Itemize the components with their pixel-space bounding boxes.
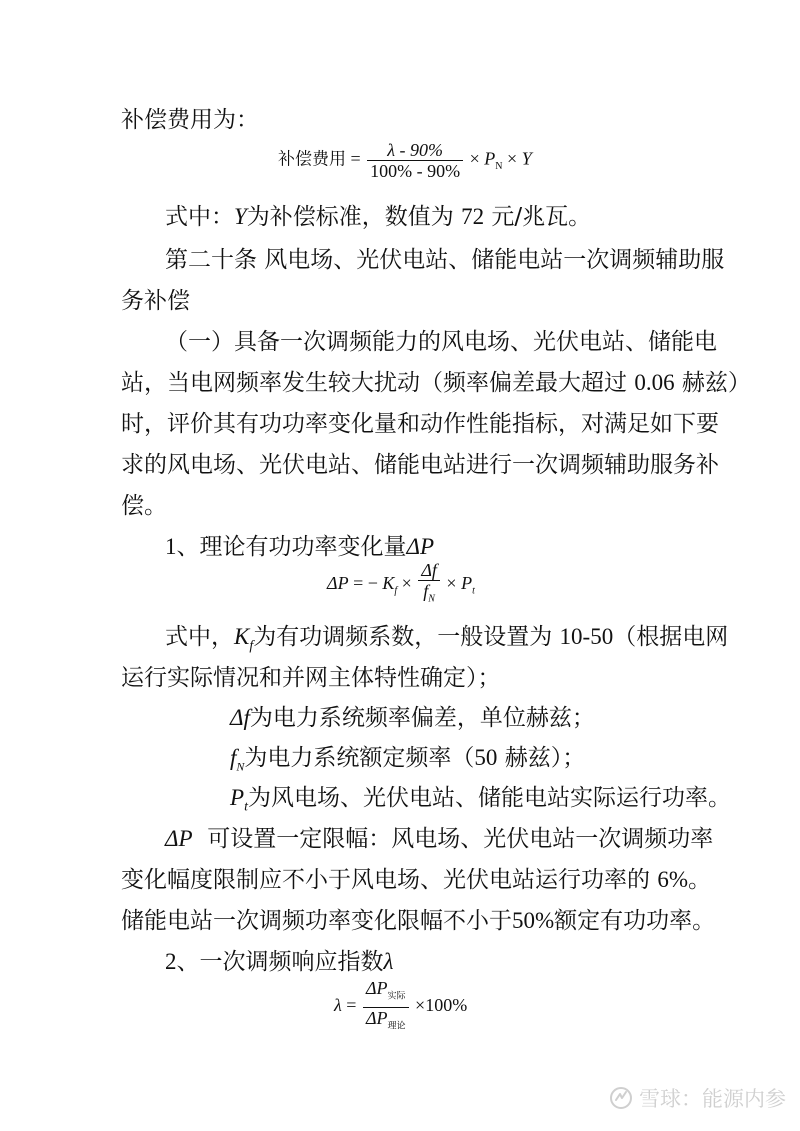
paragraph-line: [121, 905, 715, 937]
text: 为有功调频系数，一般设置为: [253, 624, 553, 650]
text: （根据电网: [613, 624, 729, 650]
text: 。: [687, 867, 711, 893]
formula-response-index: [334, 978, 467, 1036]
formula-lhs: 补偿费用: [278, 149, 346, 170]
text: 运行实际情况和并网主体特性确定）；: [121, 665, 501, 691]
value-50-percent: 50%: [512, 908, 555, 933]
sub-f: f: [394, 585, 398, 597]
times-symbol: ×: [507, 148, 518, 169]
var-p: P: [461, 572, 473, 593]
text: 为电力系统额定频率（: [244, 745, 475, 771]
text: 式中，: [165, 624, 234, 650]
fraction-numerator: Δf: [421, 560, 437, 580]
text: 为风电场、光伏电站、储能电站实际运行功率。: [247, 785, 731, 811]
value-50: 50: [474, 745, 498, 770]
text: 可设置一定限幅：风电场、光伏电站一次调频功率: [207, 826, 714, 852]
paragraph-line: [121, 367, 751, 399]
definition-line: [230, 782, 731, 824]
times-symbol: ×: [415, 995, 426, 1016]
paragraph-line: [121, 285, 190, 317]
paragraph-line: [165, 326, 717, 358]
definition-line: [230, 702, 595, 734]
var-delta-p: ΔP: [406, 534, 435, 559]
text: 式中：: [165, 204, 234, 230]
sub-n: N: [236, 759, 245, 774]
paragraph-line: [121, 864, 711, 896]
var-lambda: λ: [383, 949, 394, 974]
var-k: K: [382, 572, 395, 593]
paragraph-line: [165, 621, 728, 663]
text: 时，评价其有功功率变化量和动作性能指标，对满足如下要: [121, 411, 719, 437]
text: 第二十条 风电场、光伏电站、储能电站一次调频辅助服: [165, 247, 725, 273]
var-k: K: [234, 624, 250, 649]
formula-fraction: [418, 560, 440, 610]
item-2-heading: [165, 946, 393, 978]
times-symbol: ×: [469, 148, 480, 169]
var-p: P: [230, 785, 245, 810]
definition-line: [230, 742, 585, 783]
times-symbol: ×: [446, 572, 457, 593]
var-delta-f: Δf: [230, 705, 250, 730]
fraction-denominator: 100% - 90%: [367, 160, 463, 181]
value-6-percent: 6%: [657, 867, 688, 892]
formula-equals: =: [346, 995, 357, 1016]
text: 为补偿标准，数值为: [246, 204, 454, 230]
text: （一）具备一次调频能力的风电场、光伏电站、储能电: [165, 329, 717, 355]
value-0-06: 0.06: [634, 370, 675, 395]
text: 额定有功功率。: [554, 908, 716, 934]
text: 站，当电网频率发生较大扰动（频率偏差最大超过: [121, 370, 627, 396]
item-1-heading: [165, 531, 434, 563]
value-100-percent: 100%: [425, 995, 468, 1016]
var-delta-p: ΔP: [165, 826, 193, 851]
fraction-denominator: [363, 1007, 409, 1037]
formula-compensation-fee: [278, 140, 532, 181]
sub-t: t: [244, 799, 248, 815]
var-f: f: [423, 581, 429, 601]
text: 元/兆瓦。: [491, 204, 592, 230]
watermark-text: 雪球：能源内参: [639, 1087, 786, 1111]
sub-f: f: [249, 638, 254, 654]
sub-theoretical: 理论: [387, 1021, 406, 1032]
var-y: Y: [521, 148, 532, 169]
var-f: f: [230, 745, 237, 770]
fraction-numerator: λ - 90%: [387, 140, 444, 160]
sub-n: N: [495, 161, 503, 173]
value-range: 10-50: [559, 624, 614, 649]
var-y: Y: [234, 204, 247, 229]
text-compensation-fee-intro: 补偿费用为：: [121, 107, 259, 133]
var-delta-p: ΔP: [365, 1007, 388, 1028]
item-number: 2: [165, 949, 177, 974]
formula-lhs: λ: [334, 995, 342, 1016]
paragraph-line: [165, 823, 713, 855]
sub-actual: 实际: [387, 991, 406, 1002]
text: 、理论有功功率变化量: [176, 534, 407, 560]
formula-fraction: [363, 978, 409, 1036]
paragraph-line: [121, 662, 501, 694]
formula-equals: = −: [353, 572, 378, 593]
text: 求的风电场、光伏电站、储能电站进行一次调频辅助服务补: [121, 452, 719, 478]
fraction-denominator: [418, 580, 440, 610]
var-p: P: [484, 148, 496, 169]
text: 、一次调频响应指数: [176, 949, 384, 975]
text: 储能电站一次调频功率变化限幅不小于: [121, 908, 512, 934]
article-20-heading: [165, 244, 724, 276]
paragraph-line: [121, 490, 167, 522]
paragraph-line: [121, 104, 259, 136]
formula-lhs: ΔP: [327, 572, 349, 593]
item-number: 1: [165, 534, 177, 559]
times-symbol: ×: [401, 572, 412, 593]
formula-delta-p: [327, 560, 475, 610]
paragraph-line: [121, 408, 719, 440]
sub-n: N: [428, 593, 435, 605]
snowball-icon: [609, 1086, 633, 1110]
text: 务补偿: [121, 288, 190, 314]
watermark: [609, 1083, 786, 1113]
text: 赫兹）: [681, 370, 751, 396]
fraction-numerator: [363, 978, 409, 1007]
paragraph-line: [165, 201, 591, 233]
value-72: 72: [461, 204, 485, 229]
formula-fraction: [367, 140, 463, 181]
text: 偿。: [121, 493, 167, 519]
sub-t: t: [472, 585, 475, 597]
formula-equals: =: [350, 148, 361, 169]
var-delta-p: ΔP: [365, 978, 388, 998]
paragraph-line: [121, 449, 719, 481]
text: 变化幅度限制应不小于风电场、光伏电站运行功率的: [121, 867, 650, 893]
text: 为电力系统频率偏差，单位赫兹；: [249, 705, 595, 731]
text: 赫兹）；: [504, 745, 586, 771]
